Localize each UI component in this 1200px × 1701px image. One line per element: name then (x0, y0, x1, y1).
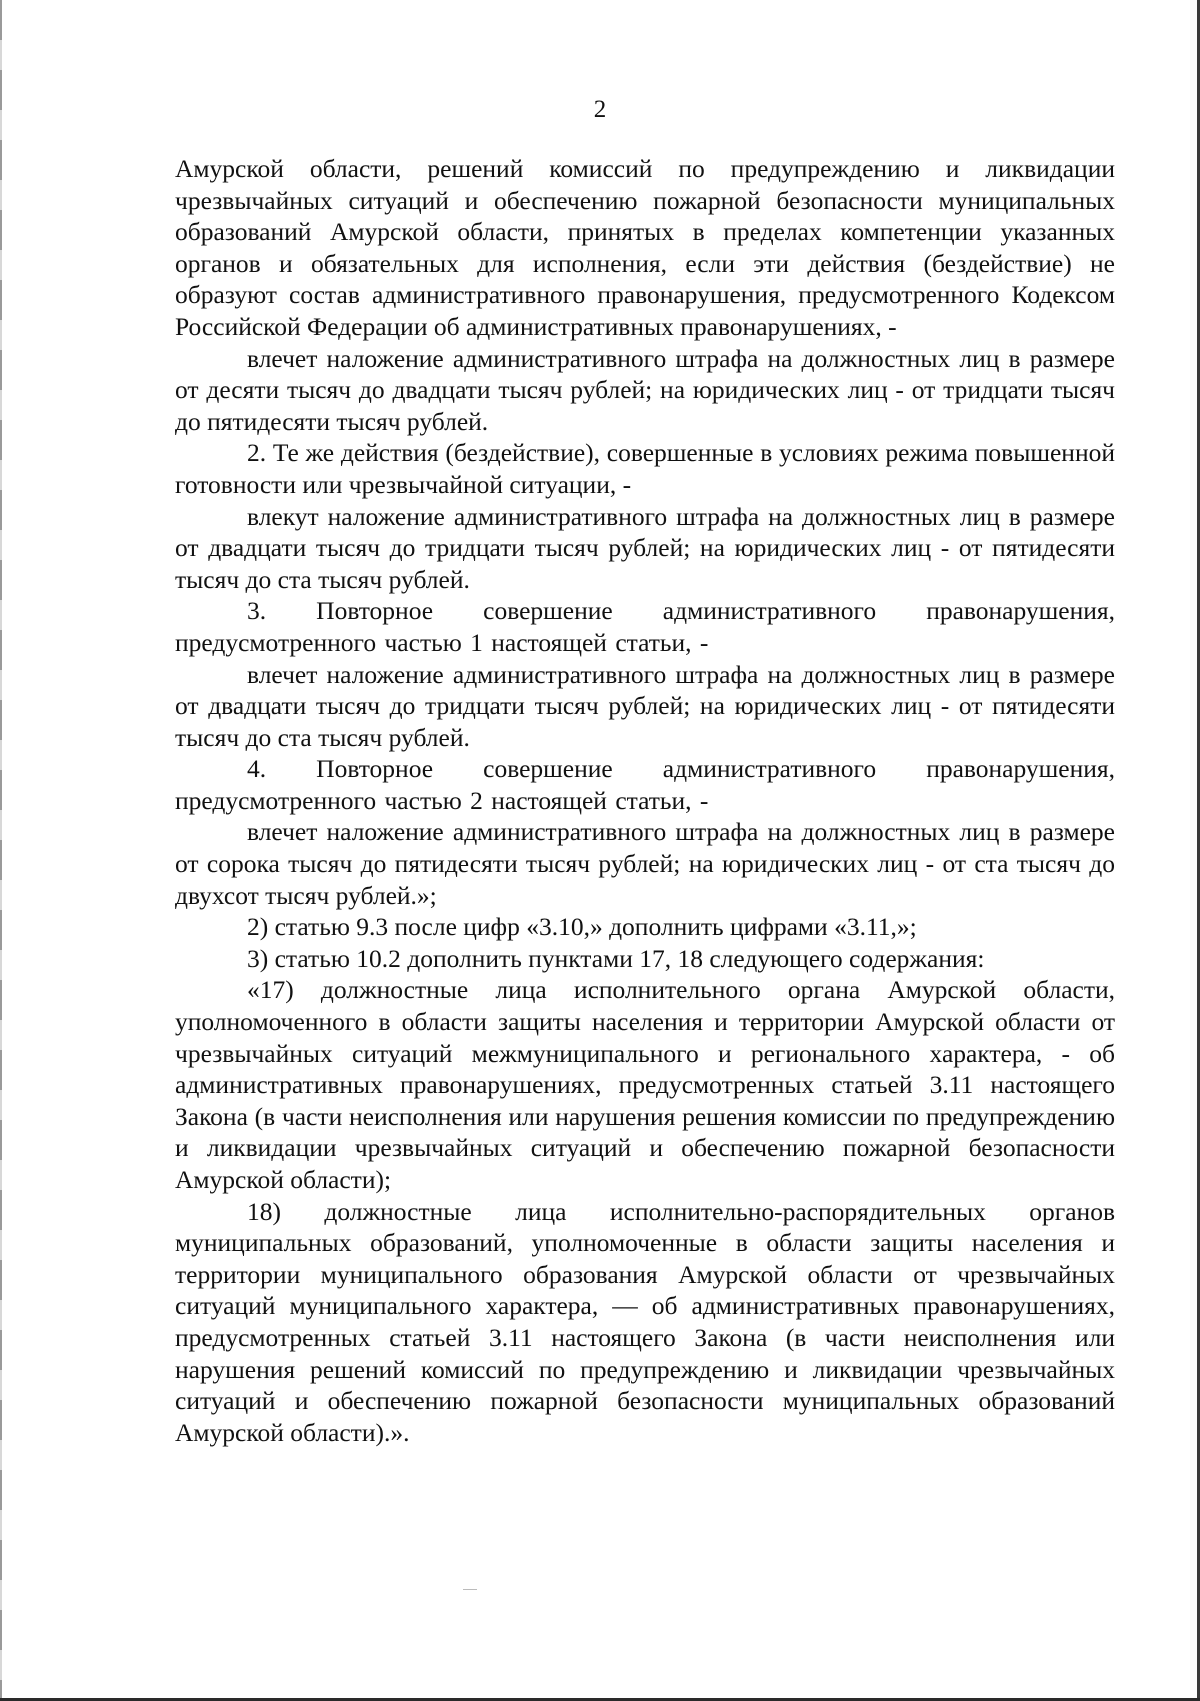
paragraph-amendment-10-2: 3) статью 10.2 дополнить пунктами 17, 18 следующего содержания: (247, 943, 985, 973)
document-body (175, 153, 1115, 1448)
page-number: 2 (593, 96, 607, 123)
paragraph-item-17: «17) должностные лица исполнительного органа Амурской области, уполномоченного в области защиты населения и территории Амурской области от чрезвычайных ситуаций межмуниципального и регионального характера, - об административных правонарушениях, предусмотренных статьей 3.11 настоящего Закона (в части неисполнения или нарушения решения комиссии по предупреждению и ликвидации чрезвычайных ситуаций и обеспечению пожарной безопасности Амурской области); (175, 975, 1115, 1194)
paragraph-part-3: 3. Повторное совершение административного правонарушения, предусмотренного частью 1 настоящей статьи, - (175, 596, 1115, 657)
paragraph-penalty-2: влекут наложение административного штрафа на должностных лиц в размере от двадцати тысяч до тридцати тысяч рублей; на юридических лиц - от пятидесяти тысяч до ста тысяч рублей. (175, 501, 1115, 594)
paragraph-penalty-3: влечет наложение административного штрафа на должностных лиц в размере от двадцати тысяч до тридцати тысяч рублей; на юридических лиц - от пятидесяти тысяч до ста тысяч рублей. (175, 659, 1115, 752)
paragraph-penalty-4: влечет наложение административного штрафа на должностных лиц в размере от сорока тысяч до пятидесяти тысяч рублей; на юридических лиц - от ста тысяч до двухсот тысяч рублей.»; (175, 817, 1115, 910)
scan-artifact-mark (463, 1589, 477, 1590)
paragraph-amendment-9-3: 2) статью 9.3 после цифр «3.10,» дополнить цифрами «3.11,»; (247, 912, 917, 942)
paragraph-penalty-1: влечет наложение административного штрафа на должностных лиц в размере от десяти тысяч до двадцати тысяч рублей; на юридических лиц - от тридцати тысяч до пятидесяти тысяч рублей. (175, 343, 1115, 436)
paragraph-continuation: Амурской области, решений комиссий по предупреждению и ликвидации чрезвычайных ситуаций и обеспечению пожарной безопасности муниципальных образований Амурской области, принятых в пределах компетенции указанных органов и обязательных для исполнения, если эти действия (бездействие) не образуют состав административного правонарушения, предусмотренного Кодексом Российской Федерации об административных правонарушениях, - (175, 154, 1115, 341)
paragraph-item-18: 18) должностные лица исполнительно-распорядительных органов муниципальных образований, уполномоченные в области защиты населения и территории муниципального образования Амурской области от чрезвычайных ситуаций муниципального характера, — об административных правонарушениях, предусмотренных статьей 3.11 настоящего Закона (в части неисполнения или нарушения решений комиссий по предупреждению и ликвидации чрезвычайных ситуаций и обеспечению пожарной безопасности муниципальных образований Амурской области).». (175, 1196, 1115, 1447)
paragraph-part-4: 4. Повторное совершение административного правонарушения, предусмотренного частью 2 настоящей статьи, - (175, 754, 1115, 815)
scan-edge-left (0, 0, 2, 1701)
paragraph-part-2: 2. Те же действия (бездействие), совершенные в условиях режима повышенной готовности или чрезвычайной ситуации, - (175, 438, 1115, 499)
